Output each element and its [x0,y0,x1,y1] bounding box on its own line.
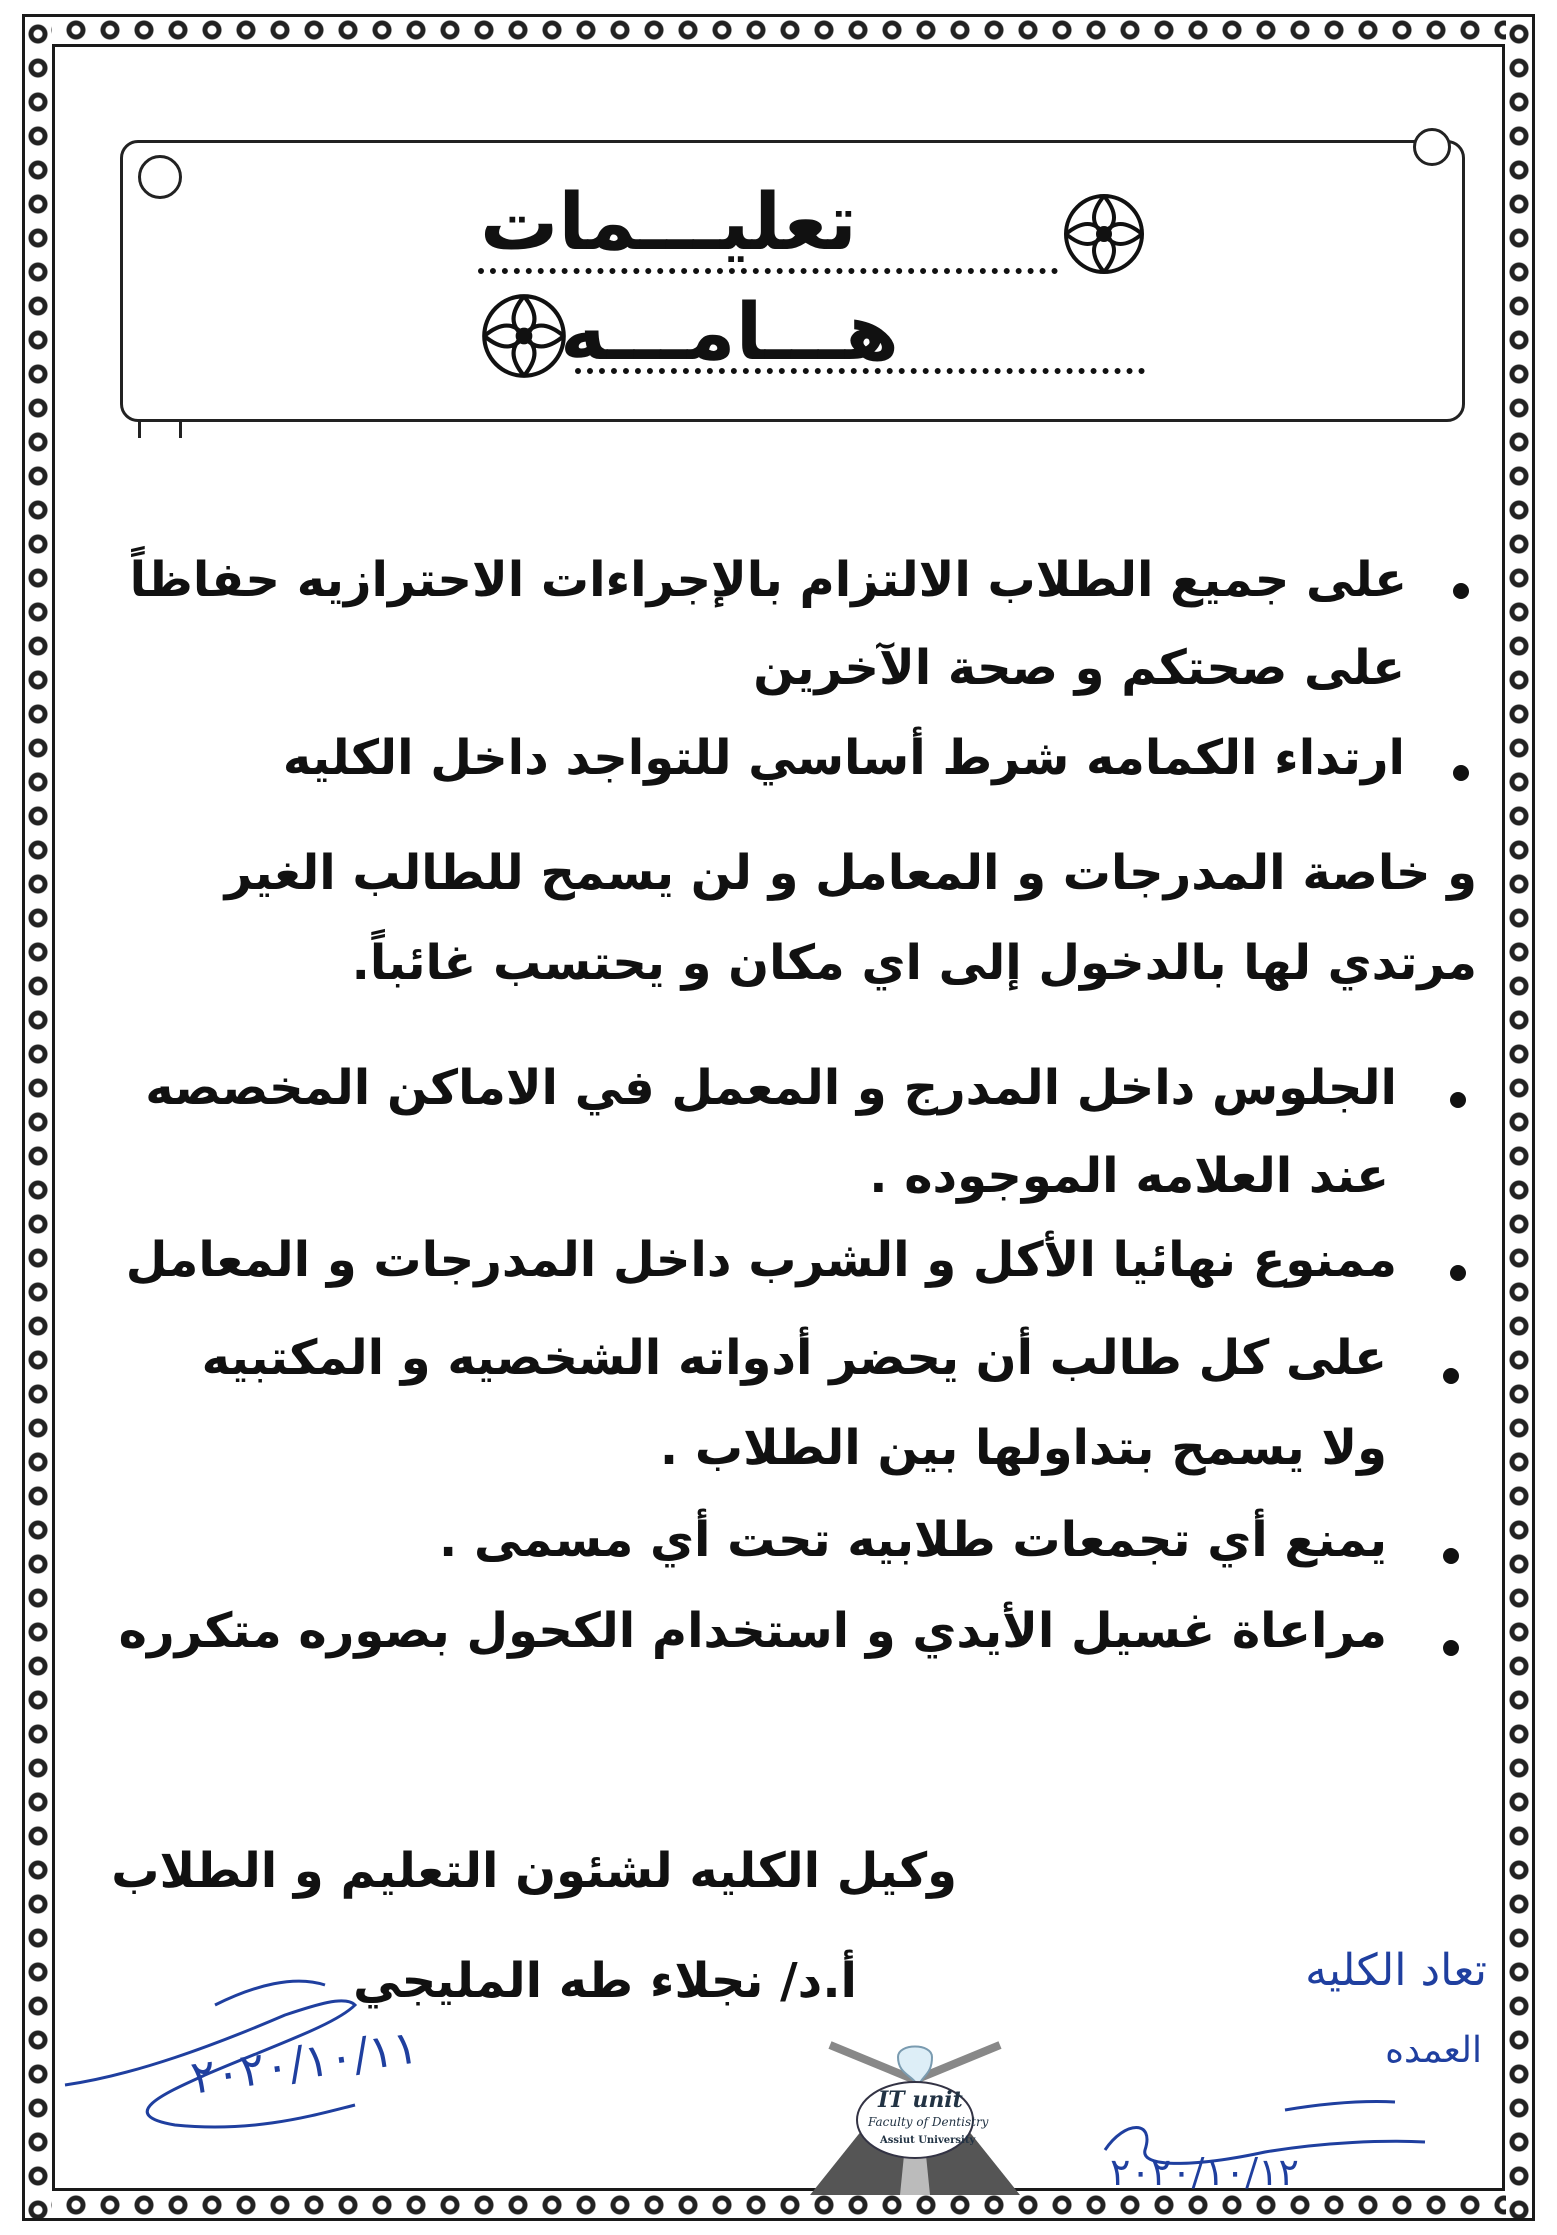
bullet-dot [1450,1265,1466,1281]
instruction-line: ارتداء الكمامه شرط أساسي للتواجد داخل الكليه [282,730,1405,786]
swirl-ornament-icon [1060,190,1148,278]
instruction-line: ممنوع نهائيا الأكل و الشرب داخل المدرجات و المعامل [125,1232,1397,1288]
logo-university-text: Assiut University [880,2135,976,2146]
heading-underline-1 [478,268,1058,274]
handwritten-date-left: ٢٠٢٠/١٠/١١ [187,2019,422,2105]
instruction-line: ولا يسمح بتداولها بين الطلاب . [659,1420,1387,1476]
border-chain-right [1506,17,1532,2218]
scroll-curl-left [138,155,182,199]
swirl-ornament-icon [478,290,570,382]
instruction-line: و خاصة المدرجات و المعامل و لن يسمح للطالب الغير [224,845,1477,901]
heading-line-1: تعليـــمات [480,178,857,268]
instruction-line: الجلوس داخل المدرج و المعمل في الاماكن المخصصه [145,1060,1397,1116]
handwritten-date-right: ٢٠٢٠/١٠/١٢ [1110,2150,1299,2194]
instruction-line: على جميع الطلاب الالتزام بالإجراءات الاحترازيه حفاظاً [129,552,1407,608]
logo-faculty-text: Faculty of Dentistry [868,2115,989,2129]
bullet-dot [1443,1640,1459,1656]
handwritten-note-2: العمده [1385,2030,1482,2071]
border-chain-top [25,17,1532,43]
scroll-curl-right [1413,128,1451,166]
border-chain-left [25,17,51,2218]
it-unit-logo [810,2035,1020,2195]
instruction-line: على صحتكم و صحة الآخرين [753,640,1405,696]
signatory-title: وكيل الكليه لشئون التعليم و الطلاب [111,1843,957,1899]
bullet-dot [1450,1092,1466,1108]
instruction-line: مرتدي لها بالدخول إلى اي مكان و يحتسب غائباً. [351,935,1477,991]
handwritten-note-1: تعاد الكليه [1305,1945,1487,1996]
bullet-dot [1443,1548,1459,1564]
instruction-line: مراعاة غسيل الأيدي و استخدام الكحول بصوره متكرره [118,1603,1387,1659]
heading-line-2: هـــامـــه [560,288,899,378]
instruction-line: عند العلامه الموجوده . [869,1148,1389,1204]
bullet-dot [1443,1368,1459,1384]
instruction-line: على كل طالب أن يحضر أدواته الشخصيه و المكتبيه [201,1330,1387,1386]
signatory-name: أ.د/ نجلاء طه المليجي [353,1953,857,2009]
bullet-dot [1453,583,1469,599]
instruction-line: يمنع أي تجمعات طلابيه تحت أي مسمى . [439,1512,1387,1568]
bullet-dot [1453,765,1469,781]
heading-underline-2 [575,368,1145,374]
logo-unit-text: IT unit [878,2087,963,2113]
